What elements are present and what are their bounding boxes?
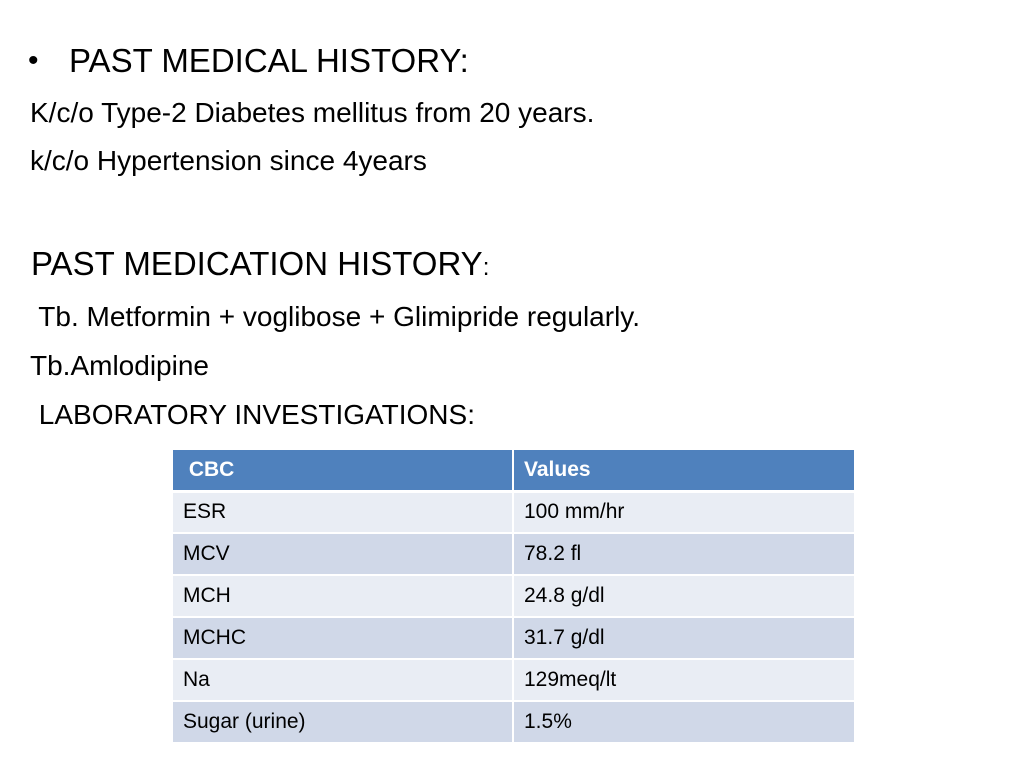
laboratory-investigations-heading: LABORATORY INVESTIGATIONS: bbox=[31, 399, 475, 430]
past-medication-history-heading bbox=[31, 247, 489, 280]
test-name-cell: ESR bbox=[172, 491, 513, 533]
test-value-cell: 24.8 g/dl bbox=[513, 575, 855, 617]
table-row bbox=[172, 533, 855, 575]
table-row bbox=[172, 659, 855, 701]
bullet-icon: • bbox=[28, 44, 39, 77]
test-value-cell: 129meq/lt bbox=[513, 659, 855, 701]
test-name-cell: MCHC bbox=[172, 617, 513, 659]
test-value-cell: 1.5% bbox=[513, 701, 855, 743]
column-header-values: Values bbox=[513, 449, 855, 491]
test-value-cell: 31.7 g/dl bbox=[513, 617, 855, 659]
table-row bbox=[172, 575, 855, 617]
medication-line-antidiabetic: Tb. Metformin + voglibose + Glimipride regularly. bbox=[31, 301, 640, 332]
table-row bbox=[172, 617, 855, 659]
table-row bbox=[172, 491, 855, 533]
test-value-cell: 100 mm/hr bbox=[513, 491, 855, 533]
test-value-cell: 78.2 fl bbox=[513, 533, 855, 575]
medication-line-amlodipine: Tb.Amlodipine bbox=[30, 350, 209, 381]
medical-history-line-diabetes: K/c/o Type-2 Diabetes mellitus from 20 years. bbox=[30, 97, 595, 128]
past-medication-history-colon: : bbox=[482, 254, 490, 281]
test-name-cell: MCV bbox=[172, 533, 513, 575]
test-name-cell: Na bbox=[172, 659, 513, 701]
past-medical-history-heading: PAST MEDICAL HISTORY: bbox=[69, 42, 469, 79]
table-header-row bbox=[172, 449, 855, 491]
test-name-cell: Sugar (urine) bbox=[172, 701, 513, 743]
table-row bbox=[172, 701, 855, 743]
test-name-cell: MCH bbox=[172, 575, 513, 617]
past-medication-history-heading-text: PAST MEDICATION HISTORY bbox=[31, 245, 483, 282]
column-header-cbc: CBC bbox=[172, 449, 513, 491]
medical-history-line-hypertension: k/c/o Hypertension since 4years bbox=[30, 145, 427, 176]
cbc-table bbox=[171, 448, 856, 744]
